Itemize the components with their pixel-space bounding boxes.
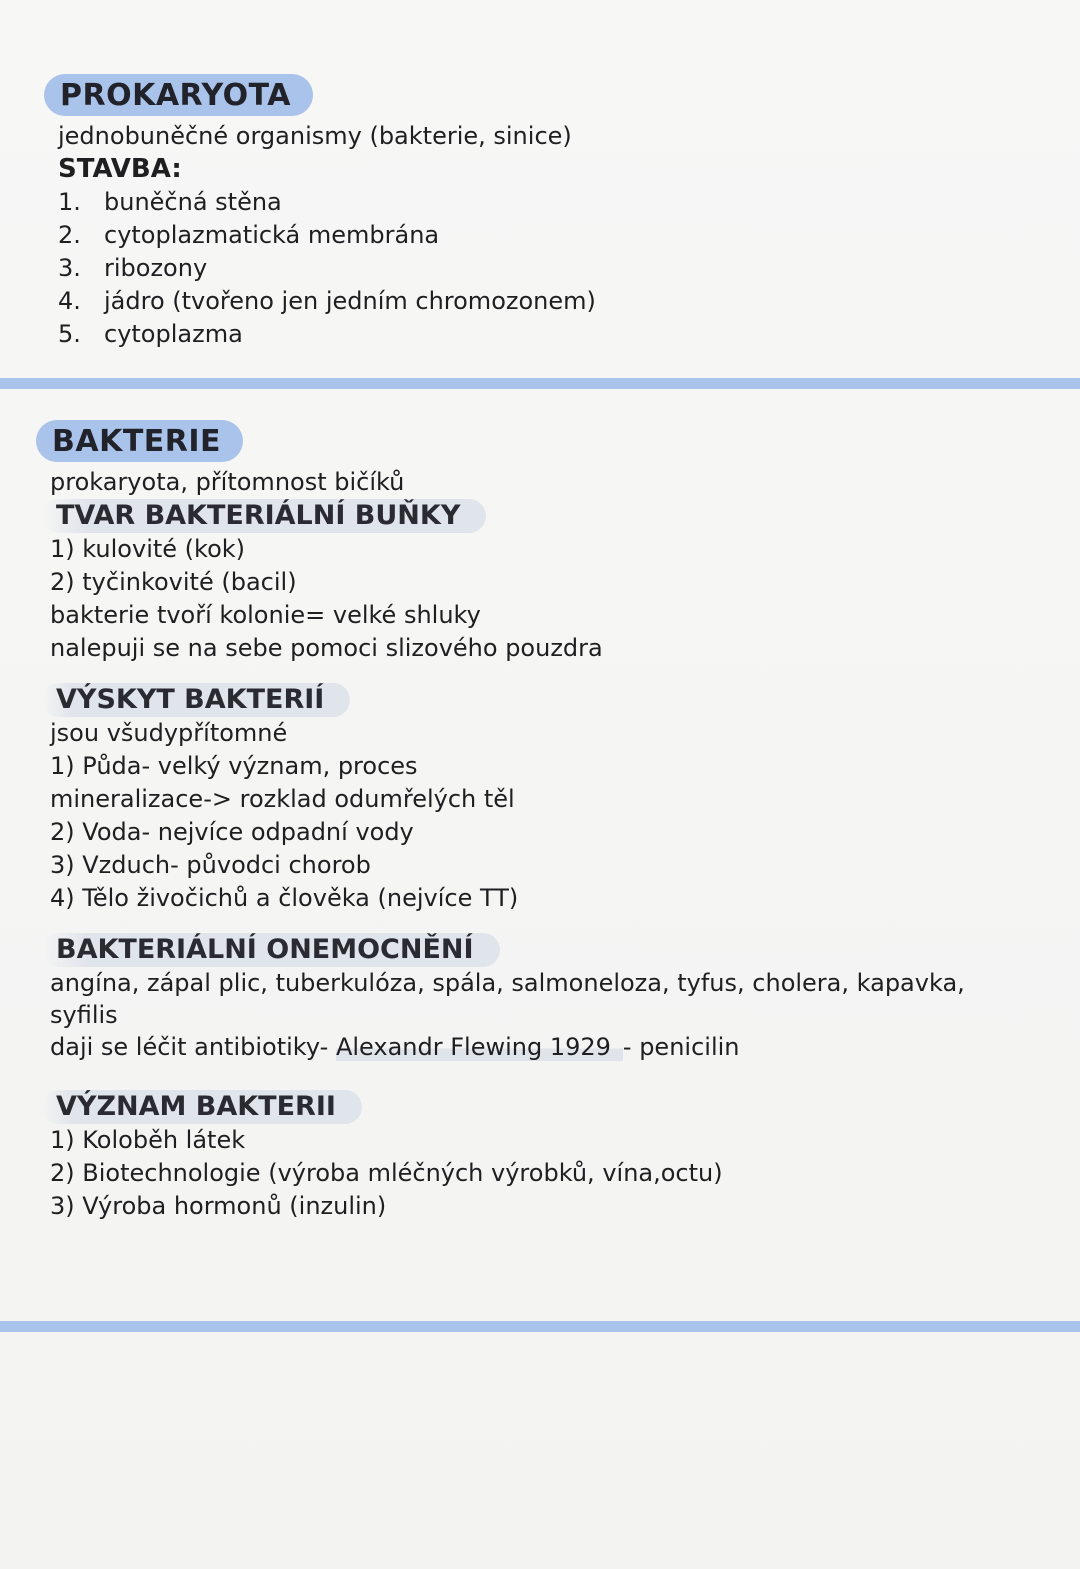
prokaryota-title: PROKARYOTA: [44, 74, 313, 116]
bakterie-title: BAKTERIE: [36, 420, 243, 462]
occurrence-item: 2) Voda- nejvíce odpadní vody: [50, 818, 414, 846]
structure-item: 1. buněčná stěna: [58, 188, 282, 216]
colony-line: bakterie tvoří kolonie= velké shluky: [50, 601, 481, 629]
occurrence-heading: VÝSKYT BAKTERIÍ: [42, 683, 350, 717]
colony-line: nalepuji se na sebe pomoci slizového pouzdra: [50, 634, 603, 662]
shape-heading: TVAR BAKTERIÁLNÍ BUŇKY: [42, 499, 486, 533]
bakterie-section: [36, 420, 1036, 1223]
occurrence-item: 1) Půda- velký význam, proces: [50, 752, 418, 780]
occurrence-intro: jsou všudypřítomné: [50, 719, 288, 747]
importance-item: 2) Biotechnologie (výroba mléčných výrobků, vína,octu): [50, 1159, 723, 1187]
structure-heading: STAVBA:: [58, 154, 182, 184]
shape-item: 1) kulovité (kok): [50, 535, 246, 563]
importance-item: 3) Výroba hormonů (inzulin): [50, 1192, 387, 1220]
bakterie-intro: prokaryota, přítomnost bičíků: [50, 468, 405, 496]
structure-item: 2. cytoplazmatická membrána: [58, 221, 440, 249]
shape-item: 2) tyčinkovité (bacil): [50, 568, 297, 596]
disease-heading: BAKTERIÁLNÍ ONEMOCNĚNÍ: [42, 933, 500, 967]
section-divider: [0, 378, 1080, 389]
disease-list: angína, zápal plic, tuberkulóza, spála, salmoneloza, tyfus, cholera, kapavka, syfilis: [50, 969, 965, 1029]
occurrence-item: 3) Vzduch- původci chorob: [50, 851, 371, 879]
treatment-line: daji se léčit antibiotiky- Alexandr Flewing 1929 - penicilin: [50, 1033, 740, 1061]
importance-heading: VÝZNAM BAKTERII: [42, 1090, 362, 1124]
prokaryota-section: [44, 74, 1044, 351]
structure-item: 4. jádro (tvořeno jen jedním chromozonem): [58, 287, 596, 315]
prokaryota-intro: jednobuněčné organismy (bakterie, sinice): [58, 122, 572, 150]
occurrence-item: 4) Tělo živočichů a člověka (nejvíce TT): [50, 884, 519, 912]
structure-item: 5. cytoplazma: [58, 320, 243, 348]
section-divider: [0, 1321, 1080, 1332]
penicillin-discoverer: Alexandr Flewing 1929: [336, 1033, 623, 1061]
structure-item: 3. ribozony: [58, 254, 208, 282]
importance-item: 1) Koloběh látek: [50, 1126, 246, 1154]
occurrence-item: mineralizace-> rozklad odumřelých těl: [50, 785, 515, 813]
